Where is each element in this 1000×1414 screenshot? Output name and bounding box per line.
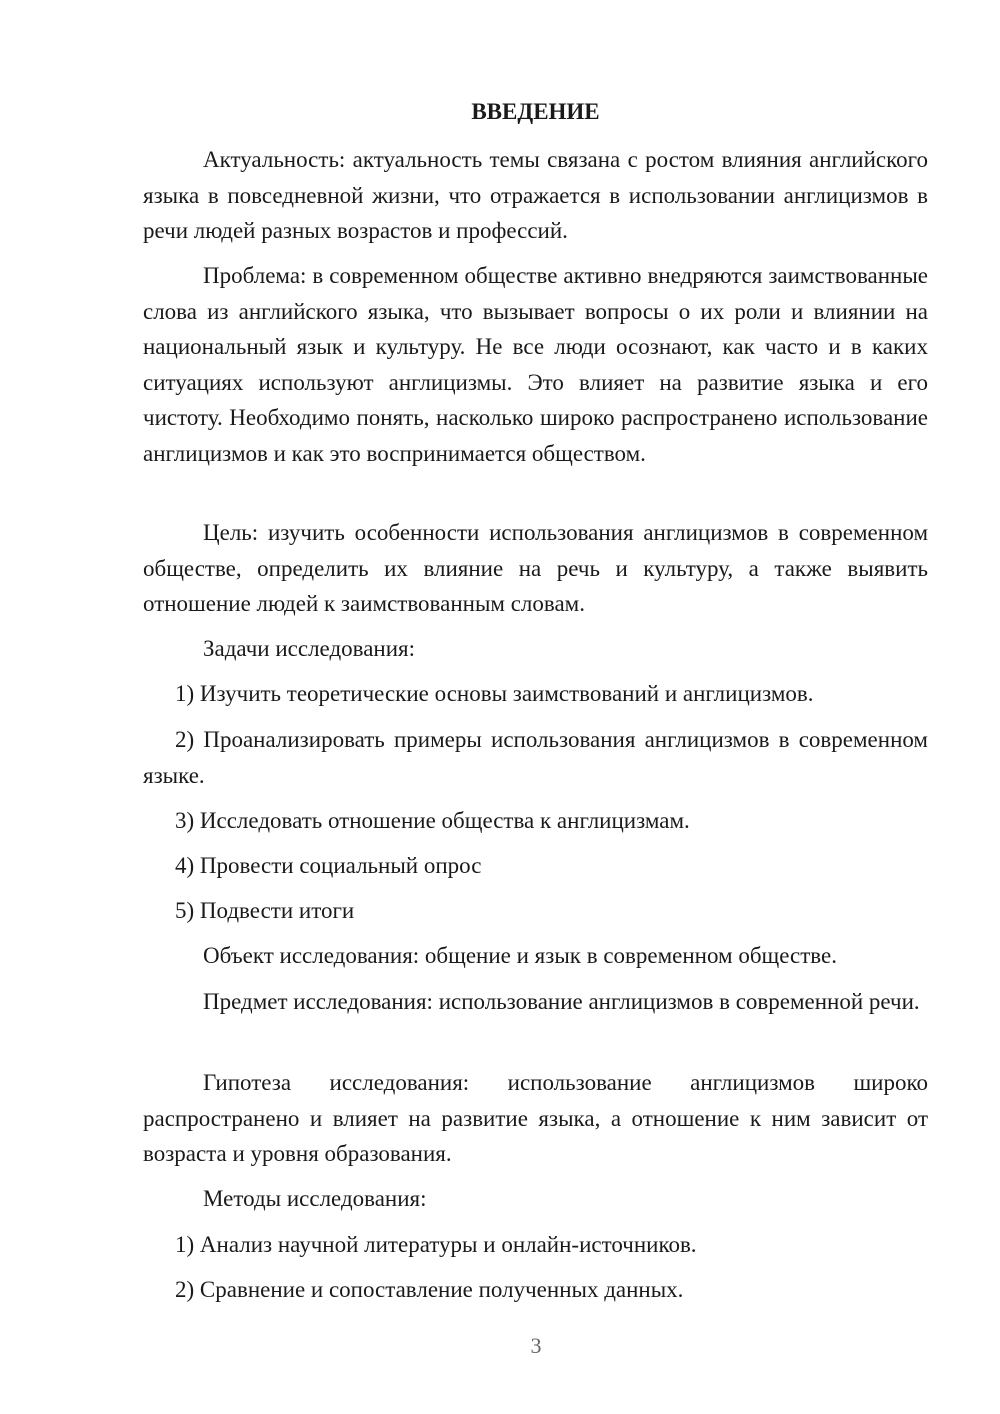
hypothesis-paragraph: Гипотеза исследования: использование англицизмов широко распространено и влияет на развитие языка, а отношение к ним зависит от возраста и уровня образования. bbox=[143, 1070, 928, 1166]
task-item-4: 4) Провести социальный опрос bbox=[175, 853, 482, 878]
task-item-5: 5) Подвести итоги bbox=[175, 898, 355, 923]
page-number: 3 bbox=[530, 1333, 542, 1358]
relevance-paragraph: Актуальность: актуальность темы связана с ростом влияния английского языка в повседневной жизни, что отражается в использовании англицизмов в речи людей разных возрастов и профессий. bbox=[143, 147, 928, 243]
task-item-3: 3) Исследовать отношение общества к англицизмам. bbox=[175, 808, 690, 833]
page-title: ВВЕДЕНИЕ bbox=[471, 99, 600, 124]
goal-paragraph: Цель: изучить особенности использования англицизмов в современном обществе, определить их влияние на речь и культуру, а также выявить отношение людей к заимствованным словам. bbox=[143, 520, 928, 616]
method-item-2: 2) Сравнение и сопоставление полученных данных. bbox=[175, 1277, 684, 1302]
object-paragraph: Объект исследования: общение и язык в современном обществе. bbox=[203, 943, 837, 968]
task-item-1: 1) Изучить теоретические основы заимствований и англицизмов. bbox=[175, 681, 814, 706]
tasks-heading: Задачи исследования: bbox=[203, 636, 416, 661]
methods-heading: Методы исследования: bbox=[203, 1186, 427, 1211]
subject-paragraph: Предмет исследования: использование англицизмов в современной речи. bbox=[203, 989, 920, 1014]
problem-paragraph: Проблема: в современном обществе активно внедряются заимствованные слова из английского языка, что вызывает вопросы о их роли и влиянии на национальный язык и культуру. Не все люди осознают, как часто и в каких ситуациях используют англицизмы. Это влияет на развитие языка и его чистоту. Необходимо понять, насколько широко распространено использование англицизмов и как это воспринимается обществом. bbox=[143, 263, 928, 466]
method-item-1: 1) Анализ научной литературы и онлайн-источников. bbox=[175, 1232, 697, 1257]
task-item-2: 2) Проанализировать примеры использования англицизмов в современном языке. bbox=[143, 727, 928, 788]
